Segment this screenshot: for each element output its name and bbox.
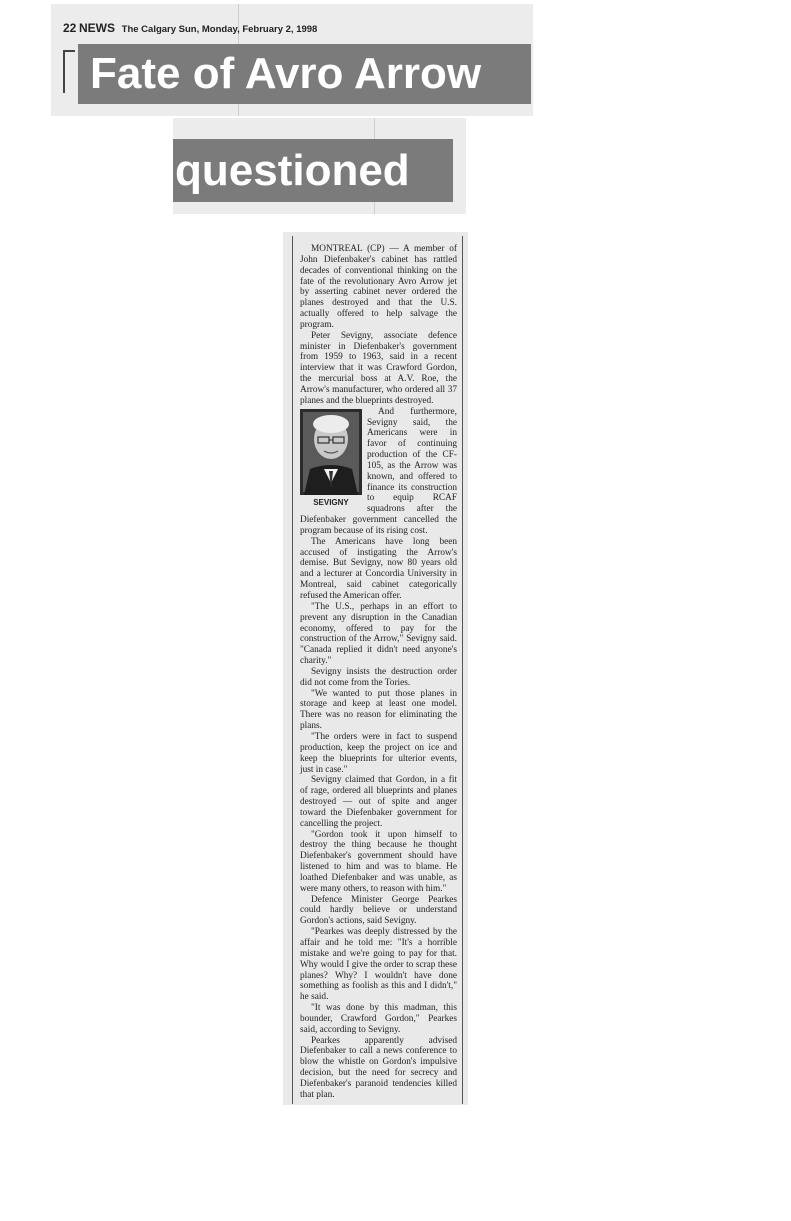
- headline-bracket: [63, 50, 65, 93]
- mugshot-photo: [300, 409, 362, 509]
- publication-dateline: The Calgary Sun, Monday, February 2, 1998: [121, 24, 318, 35]
- page-number: 22: [63, 21, 77, 35]
- article-paragraph: "The orders were in fact to suspend production, keep the project on ice and keep the blueprints for ulterior events, just in case.": [300, 731, 457, 775]
- column-rule-right: [462, 236, 463, 1104]
- headline-line-1: Fate of Avro Arrow: [78, 44, 531, 104]
- portrait-image: [300, 409, 362, 495]
- column-rule-left: [292, 236, 293, 1104]
- article-paragraph: "We wanted to put those planes in storage and keep at least one model. There was no reason for eliminating the plans.: [300, 688, 457, 732]
- article-paragraph: Pearkes apparently advised Diefenbaker to call a news conference to blow the whistle on Gordon's impulsive decision, but the need for secrecy and Diefenbaker's paranoid tendencies killed that plan.: [300, 1035, 457, 1100]
- article-paragraph: Defence Minister George Pearkes could hardly believe or understand Gordon's actions, said Sevigny.: [300, 894, 457, 927]
- photo-caption: SEVIGNY: [313, 497, 349, 507]
- article-paragraph: "The U.S., perhaps in an effort to prevent any disruption in the Canadian economy, offered to pay for the construction of the Arrow," Sevigny said. "Canada replied it didn't need anyone's charity.": [300, 601, 457, 667]
- article-paragraph: Sevigny insists the destruction order did not come from the Tories.: [300, 666, 457, 688]
- article-paragraph: "Pearkes was deeply distressed by the affair and he told me: "It's a horrible mistake and we're going to pay for that. Why would I give the order to scrap these planes? Why? I wouldn't have done something as foolish as this and I didn't," he said.: [300, 927, 457, 1003]
- headline-bracket-top: [63, 50, 75, 52]
- section-name: NEWS: [79, 21, 115, 35]
- article-paragraph: "It was done by this madman, this bounder, Crawford Gordon," Pearkes said, according to Sevigny.: [300, 1003, 457, 1035]
- folio-line: [63, 21, 317, 35]
- headline-line-2: questioned: [173, 139, 453, 202]
- article-paragraph: Peter Sevigny, associate defence minister in Diefenbaker's government from 1959 to 1963, said in a recent interview that it was Crawford Gordon, the mercurial boss at A.V. Roe, the Arrow's manufacturer, who ordered all 37 planes and the blueprints destroyed.: [300, 330, 457, 406]
- article-paragraph: And furthermore, Sevigny said, the Americans were in favor of continuing production of the CF-105, as the Arrow was known, and offered to finance its construction to equip RCAF squadrons after the Diefenbaker government cancelled the program because of its rising cost.: [300, 406, 457, 536]
- article-paragraph: MONTREAL (CP) — A member of John Diefenbaker's cabinet has rattled decades of conventional thinking on the fate of the revolutionary Avro Arrow jet by asserting cabinet never ordered the planes destroyed and that the U.S. actually offered to help salvage the program.: [300, 244, 457, 330]
- article-paragraph: The Americans have long been accused of instigating the Arrow's demise. But Sevigny, now 80 years old and a lecturer at Concordia University in Montreal, said cabinet categorically refused the American offer.: [300, 536, 457, 601]
- article-body: [300, 244, 457, 1101]
- article-paragraph: "Gordon took it upon himself to destroy the thing because he thought Diefenbaker's government should have listened to him and was to blame. He loathed Diefenbaker and was unable, as were many others, to reason with him.": [300, 829, 457, 894]
- article-paragraph: Sevigny claimed that Gordon, in a fit of rage, ordered all blueprints and planes destroyed — out of spite and anger toward the Diefenbaker government for cancelling the project.: [300, 775, 457, 829]
